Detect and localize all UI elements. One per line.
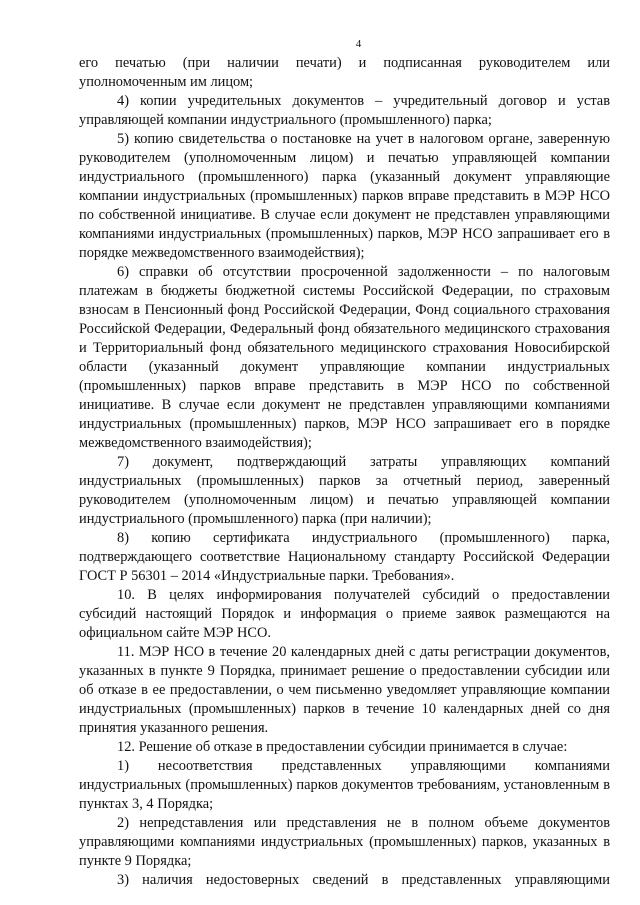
paragraph: 8) копию сертификата индустриального (промышленного) парка, подтверждающего соответствие Национальному стандарту Российской Федерации ГОСТ Р 56301 – 2014 «Индустриальные парки. Требования». (79, 530, 610, 584)
paragraph: 7) документ, подтверждающий затраты управляющих компаний индустриальных (промышленных) парков за отчетный период, заверенный руководителем (уполномоченным лицом) и печатью управляющей компании индустриального (промышленного) парка (при наличии); (79, 454, 610, 527)
paragraph: 3) наличия недостоверных сведений в представленных управляющими (117, 872, 610, 888)
paragraph: 2) непредставления или представления не в полном объеме документов управляющими компаниями индустриальных (промышленных) парков, указанных в пункте 9 Порядка; (79, 815, 610, 869)
paragraph: 11. МЭР НСО в течение 20 календарных дней с даты регистрации документов, указанных в пункте 9 Порядка, принимает решение о предоставлении субсидии или об отказе в ее предоставлении, о чем письменно уведомляет управляющие компании индустриальных (промышленных) парков в течение 10 календарных дней со дня принятия указанного решения. (79, 644, 610, 736)
document-body (79, 54, 610, 890)
paragraph: 10. В целях информирования получателей субсидий о предоставлении субсидий настоящий Порядок и информация о приеме заявок размещаются на официальном сайте МЭР НСО. (79, 587, 610, 641)
page-number: 4 (355, 38, 362, 50)
paragraph: 6) справки об отсутствии просроченной задолженности – по налоговым платежам в бюджеты бюджетной системы Российской Федерации, по страховым взносам в Пенсионный фонд Российской Федерации, Фонд социального страхования Российской Федерации, Федеральный фонд обязательного медицинского страхования и Территориальный фонд обязательного медицинского страхования Новосибирской области (указанный документ управляющие компании индустриальных (промышленных) парков вправе представить в МЭР НСО по собственной инициативе. В случае если документ не представлен управляющими компаниями индустриальных (промышленных) парков, МЭР НСО запрашивает его в порядке межведомственного взаимодействия); (79, 264, 610, 451)
paragraph: 4) копии учредительных документов – учредительный договор и устав управляющей компании индустриального (промышленного) парка; (79, 93, 610, 128)
paragraph: 1) несоответствия представленных управляющими компаниями индустриальных (промышленных) парков документов требованиям, установленным в пунктах 3, 4 Порядка; (79, 758, 610, 812)
paragraph: 12. Решение об отказе в предоставлении субсидии принимается в случае: (117, 739, 568, 755)
paragraph: 5) копию свидетельства о постановке на учет в налоговом органе, заверенную руководителем (уполномоченным лицом) и печатью управляющей компании индустриального (промышленного) парка (указанный документ управляющие компании индустриальных (промышленных) парков вправе представить в МЭР НСО по собственной инициативе. В случае если документ не представлен управляющими компаниями индустриальных (промышленных) парков, МЭР НСО запрашивает его в порядке межведомственного взаимодействия); (79, 131, 610, 261)
paragraph: его печатью (при наличии печати) и подписанная руководителем или уполномоченным им лицом; (79, 55, 610, 90)
